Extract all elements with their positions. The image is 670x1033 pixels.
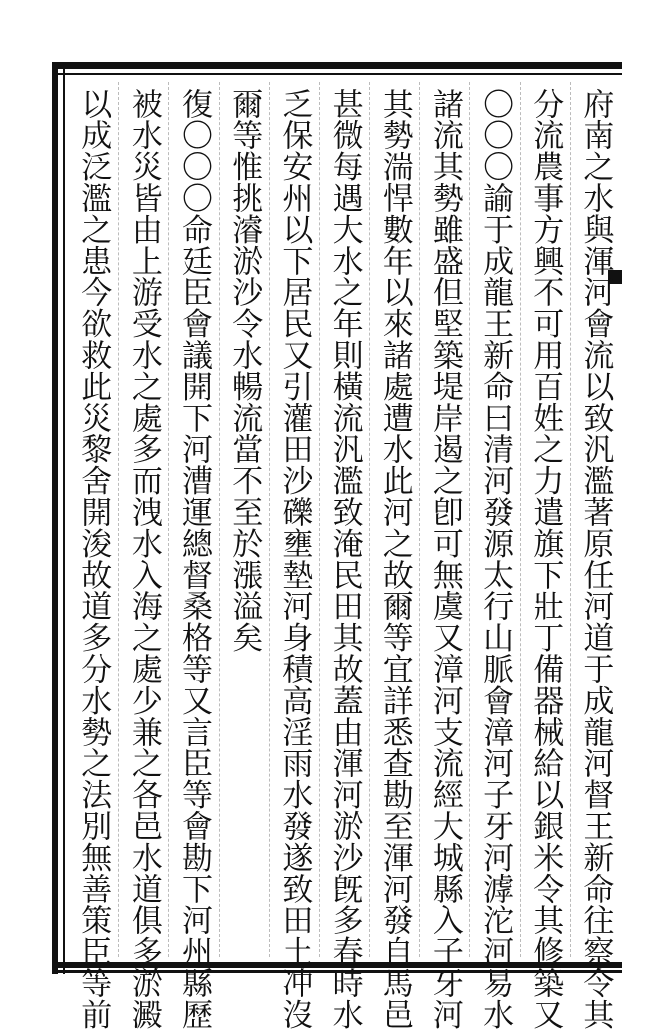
- column-text: 〇〇〇諭于成龍王新命曰清河發源太行山脈會漳河子牙河滹沱河易水: [477, 88, 514, 1030]
- text-column: [570, 82, 620, 1030]
- text-columns: [68, 82, 620, 1030]
- text-column: [219, 82, 269, 957]
- column-text: 爾等惟挑濬淤沙令水暢流當不至於漲溢矣: [226, 88, 263, 654]
- column-text: 被水災皆由上游受水之處多而洩水入海之處少兼之各邑水道俱多淤澱: [125, 88, 162, 1030]
- text-column: [269, 82, 319, 1030]
- text-column: [369, 82, 419, 1030]
- text-column: [469, 82, 519, 1030]
- column-text: 府南之水與渾河會流以致汎濫著原任河道于成龍河督王新命往察令其: [577, 88, 614, 1030]
- top-border-rule: [52, 62, 622, 69]
- text-column: [319, 82, 369, 1030]
- left-border-rule: [52, 62, 58, 974]
- column-text: 分流農事方興不可用百姓之力遣旗下壯丁備器械給以銀米令其修築又: [527, 88, 564, 1030]
- text-column: [419, 82, 469, 1030]
- column-text: 復〇〇〇命廷臣會議開下河漕運總督桑格等又言臣等會勘下河州縣歷: [176, 88, 213, 1030]
- text-column: [68, 82, 118, 1030]
- left-border-inner-rule: [63, 62, 65, 974]
- column-text: 其勢湍悍數年以來諸處遭水此河之故爾等宜詳悉查勘至渾河發自馬邑: [376, 88, 413, 1030]
- column-text: 乏保安州以下居民又引灌田沙礫壅墊河身積高淫雨水發遂致田土冲沒: [276, 88, 313, 1030]
- text-column: [520, 82, 570, 1030]
- text-column: [118, 82, 168, 1030]
- text-column: [168, 82, 218, 1030]
- column-text: 諸流其勢雖盛但堅築堤岸遏之卽可無虞又漳河支流經大城縣入子牙河: [426, 88, 463, 1030]
- top-border-inner-rule: [52, 73, 622, 75]
- column-text: 甚微每遇大水之年則橫流汎濫致淹民田其故蓋由渾河淤沙旣多春時水: [326, 88, 363, 1030]
- column-text: 以成泛濫之患今欲救此災黎舍開浚故道多分水勢之法別無善策臣等前: [75, 88, 112, 1030]
